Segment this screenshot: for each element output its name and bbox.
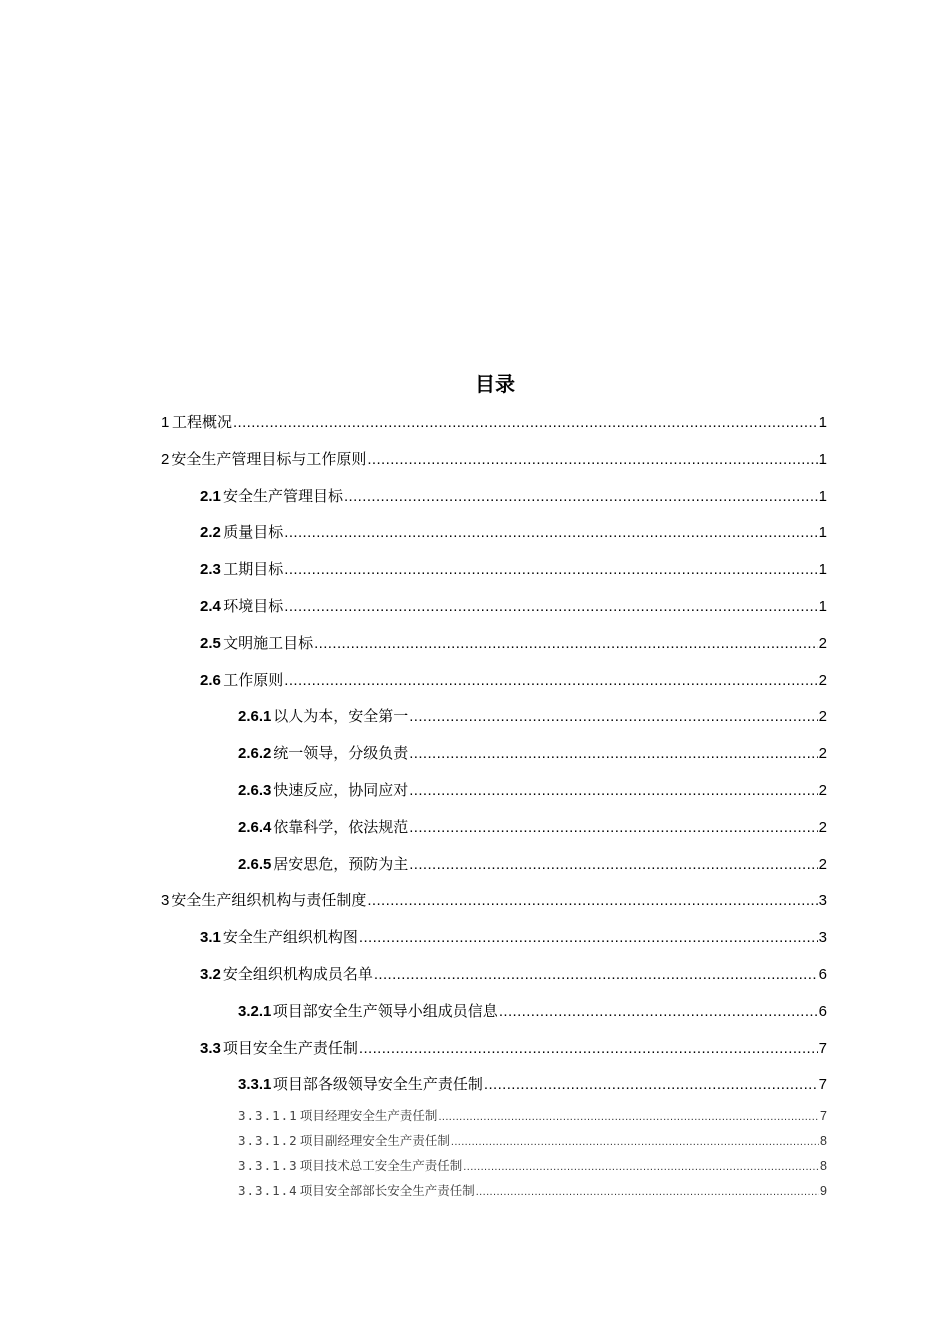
dot-leader — [476, 1180, 819, 1205]
toc-entry[interactable] — [200, 588, 827, 625]
dot-leader — [284, 589, 817, 626]
toc-entry-page: 1 — [818, 597, 827, 615]
toc-entry-text: 统一领导，分级负责 — [273, 744, 409, 763]
dot-leader — [409, 847, 817, 884]
dot-leader — [359, 920, 818, 957]
toc-entry-number: 3.3 — [200, 1039, 221, 1057]
toc-entry-number: 1 — [161, 414, 170, 431]
toc-entry[interactable] — [161, 882, 827, 919]
toc-entry-number: 3.3.1.2 — [238, 1133, 298, 1149]
toc-entry-text: 项目部各级领导安全生产责任制 — [272, 1075, 483, 1094]
toc-entry-page: 2 — [818, 855, 827, 873]
toc-entry[interactable] — [200, 919, 827, 956]
toc-entry-text: 工期目标 — [223, 560, 284, 579]
dot-leader — [367, 442, 817, 479]
toc-entry-text: 环境目标 — [223, 596, 284, 615]
toc-entry-text: 依靠科学，依法规范 — [273, 817, 409, 836]
toc-entry-text: 安全生产组织机构图 — [222, 928, 358, 947]
toc-entry-number: 2.5 — [200, 634, 221, 652]
toc-entry[interactable] — [238, 1178, 827, 1203]
dot-leader — [409, 773, 817, 810]
toc-entry-number: 2.4 — [200, 597, 221, 615]
toc-entry[interactable] — [238, 846, 827, 883]
toc-entry-text: 质量目标 — [223, 523, 284, 542]
toc-entry-text: 快速反应，协同应对 — [273, 780, 409, 799]
dot-leader — [284, 663, 817, 700]
toc-entry-number: 2.3 — [200, 561, 221, 579]
toc-entry-page: 2 — [818, 818, 827, 836]
toc-entry-number: 2 — [161, 450, 170, 468]
toc-entry[interactable] — [238, 809, 827, 846]
toc-entry-number: 3.1 — [200, 929, 221, 947]
toc-entry-page: 1 — [818, 414, 827, 431]
toc-entry-text: 项目经理安全生产责任制 — [299, 1108, 438, 1124]
toc-entry[interactable] — [238, 1128, 827, 1153]
toc-entry-number: 2.6.2 — [238, 745, 272, 763]
toc-entry-number: 3.3.1 — [238, 1076, 272, 1094]
toc-entry-page: 1 — [818, 524, 827, 542]
toc-entry-page: 2 — [818, 634, 827, 652]
toc-entry-page: 9 — [820, 1184, 827, 1199]
dot-leader — [409, 736, 817, 773]
toc-title: 目录 — [475, 372, 515, 396]
toc-entry[interactable] — [200, 1030, 827, 1067]
toc-entry-page: 8 — [820, 1159, 827, 1174]
toc-entry[interactable] — [200, 662, 827, 699]
toc-entry-page: 2 — [818, 745, 827, 763]
toc-entry-text: 安全生产组织机构与责任制度 — [171, 891, 367, 910]
toc-entry-text: 安全组织机构成员名单 — [222, 964, 373, 983]
toc-entry-number: 2.6.5 — [238, 855, 272, 873]
toc-entry-number: 2.6.3 — [238, 781, 272, 799]
toc-entry-page: 3 — [818, 929, 827, 947]
toc-entry[interactable] — [238, 698, 827, 735]
toc-entry-page: 1 — [818, 450, 827, 468]
dot-leader — [284, 552, 817, 589]
toc-entry[interactable] — [200, 956, 827, 993]
toc-entry-number: 3.2.1 — [238, 1002, 272, 1020]
dot-leader — [233, 405, 818, 442]
toc-entry[interactable] — [238, 1066, 827, 1103]
dot-leader — [463, 1155, 819, 1180]
dot-leader — [284, 515, 817, 552]
dot-leader — [438, 1105, 819, 1130]
dot-leader — [374, 957, 818, 994]
toc-entry-text: 居安思危，预防为主 — [273, 854, 409, 873]
toc-entry-page: 7 — [818, 1039, 827, 1057]
toc-entry-page: 7 — [820, 1109, 827, 1124]
dot-leader — [484, 1067, 818, 1104]
toc-entry[interactable] — [238, 735, 827, 772]
toc-entry-page: 6 — [818, 1002, 827, 1020]
toc-entry[interactable] — [161, 441, 827, 478]
toc-entry-text: 工作原则 — [223, 670, 284, 689]
toc-entry-page: 6 — [818, 965, 827, 983]
toc-entry-number: 3.3.1.1 — [238, 1108, 298, 1124]
toc-entry-number: 3.2 — [200, 965, 221, 983]
toc-entry-page: 2 — [818, 708, 827, 726]
toc-entry-number: 2.1 — [200, 487, 221, 505]
toc-entry-text: 项目安全部部长安全生产责任制 — [299, 1183, 475, 1199]
toc-entry-number: 2.6.4 — [238, 818, 272, 836]
toc-entry[interactable] — [200, 551, 827, 588]
dot-leader — [451, 1130, 819, 1155]
toc-entry-page: 2 — [818, 671, 827, 689]
toc-entry-page: 8 — [820, 1134, 827, 1149]
toc-entry-number: 3.3.1.3 — [238, 1158, 298, 1174]
toc-entry[interactable] — [238, 993, 827, 1030]
toc-entry[interactable] — [238, 772, 827, 809]
toc-entry[interactable] — [200, 514, 827, 551]
toc-entry[interactable] — [200, 478, 827, 515]
toc-entry[interactable] — [200, 625, 827, 662]
toc-entry[interactable] — [238, 1103, 827, 1128]
toc-entry-number: 2.6.1 — [238, 708, 272, 726]
dot-leader — [499, 994, 818, 1031]
toc-entry[interactable] — [161, 404, 827, 441]
toc-entry-text: 文明施工目标 — [223, 633, 314, 652]
dot-leader — [314, 626, 818, 663]
dot-leader — [359, 1031, 818, 1068]
toc-entry-number: 2.2 — [200, 524, 221, 542]
toc-entry-text: 安全生产管理目标与工作原则 — [171, 449, 367, 468]
toc-entry-number: 2.6 — [200, 671, 221, 689]
toc-entry-text: 项目部安全生产领导小组成员信息 — [272, 1001, 498, 1020]
toc-entry-text: 项目安全生产责任制 — [222, 1038, 358, 1057]
toc-entry-page: 2 — [818, 781, 827, 799]
toc-entry-text: 工程概况 — [171, 413, 232, 431]
dot-leader — [344, 479, 818, 516]
dot-leader — [367, 883, 817, 920]
toc-entry-number: 3.3.1.4 — [238, 1183, 298, 1199]
dot-leader — [409, 810, 817, 847]
toc-entry-page: 1 — [818, 487, 827, 505]
toc-entry-number: 3 — [161, 892, 170, 910]
toc-entry-text: 项目技术总工安全生产责任制 — [299, 1158, 463, 1174]
toc-entry-page: 3 — [818, 892, 827, 910]
toc-entry[interactable] — [238, 1153, 827, 1178]
toc-entry-page: 7 — [818, 1076, 827, 1094]
toc-entry-text: 项目副经理安全生产责任制 — [299, 1133, 450, 1149]
dot-leader — [409, 699, 817, 736]
table-of-contents — [0, 404, 950, 1203]
toc-entry-page: 1 — [818, 561, 827, 579]
toc-entry-text: 安全生产管理目标 — [222, 486, 343, 505]
toc-entry-text: 以人为本，安全第一 — [273, 707, 409, 726]
